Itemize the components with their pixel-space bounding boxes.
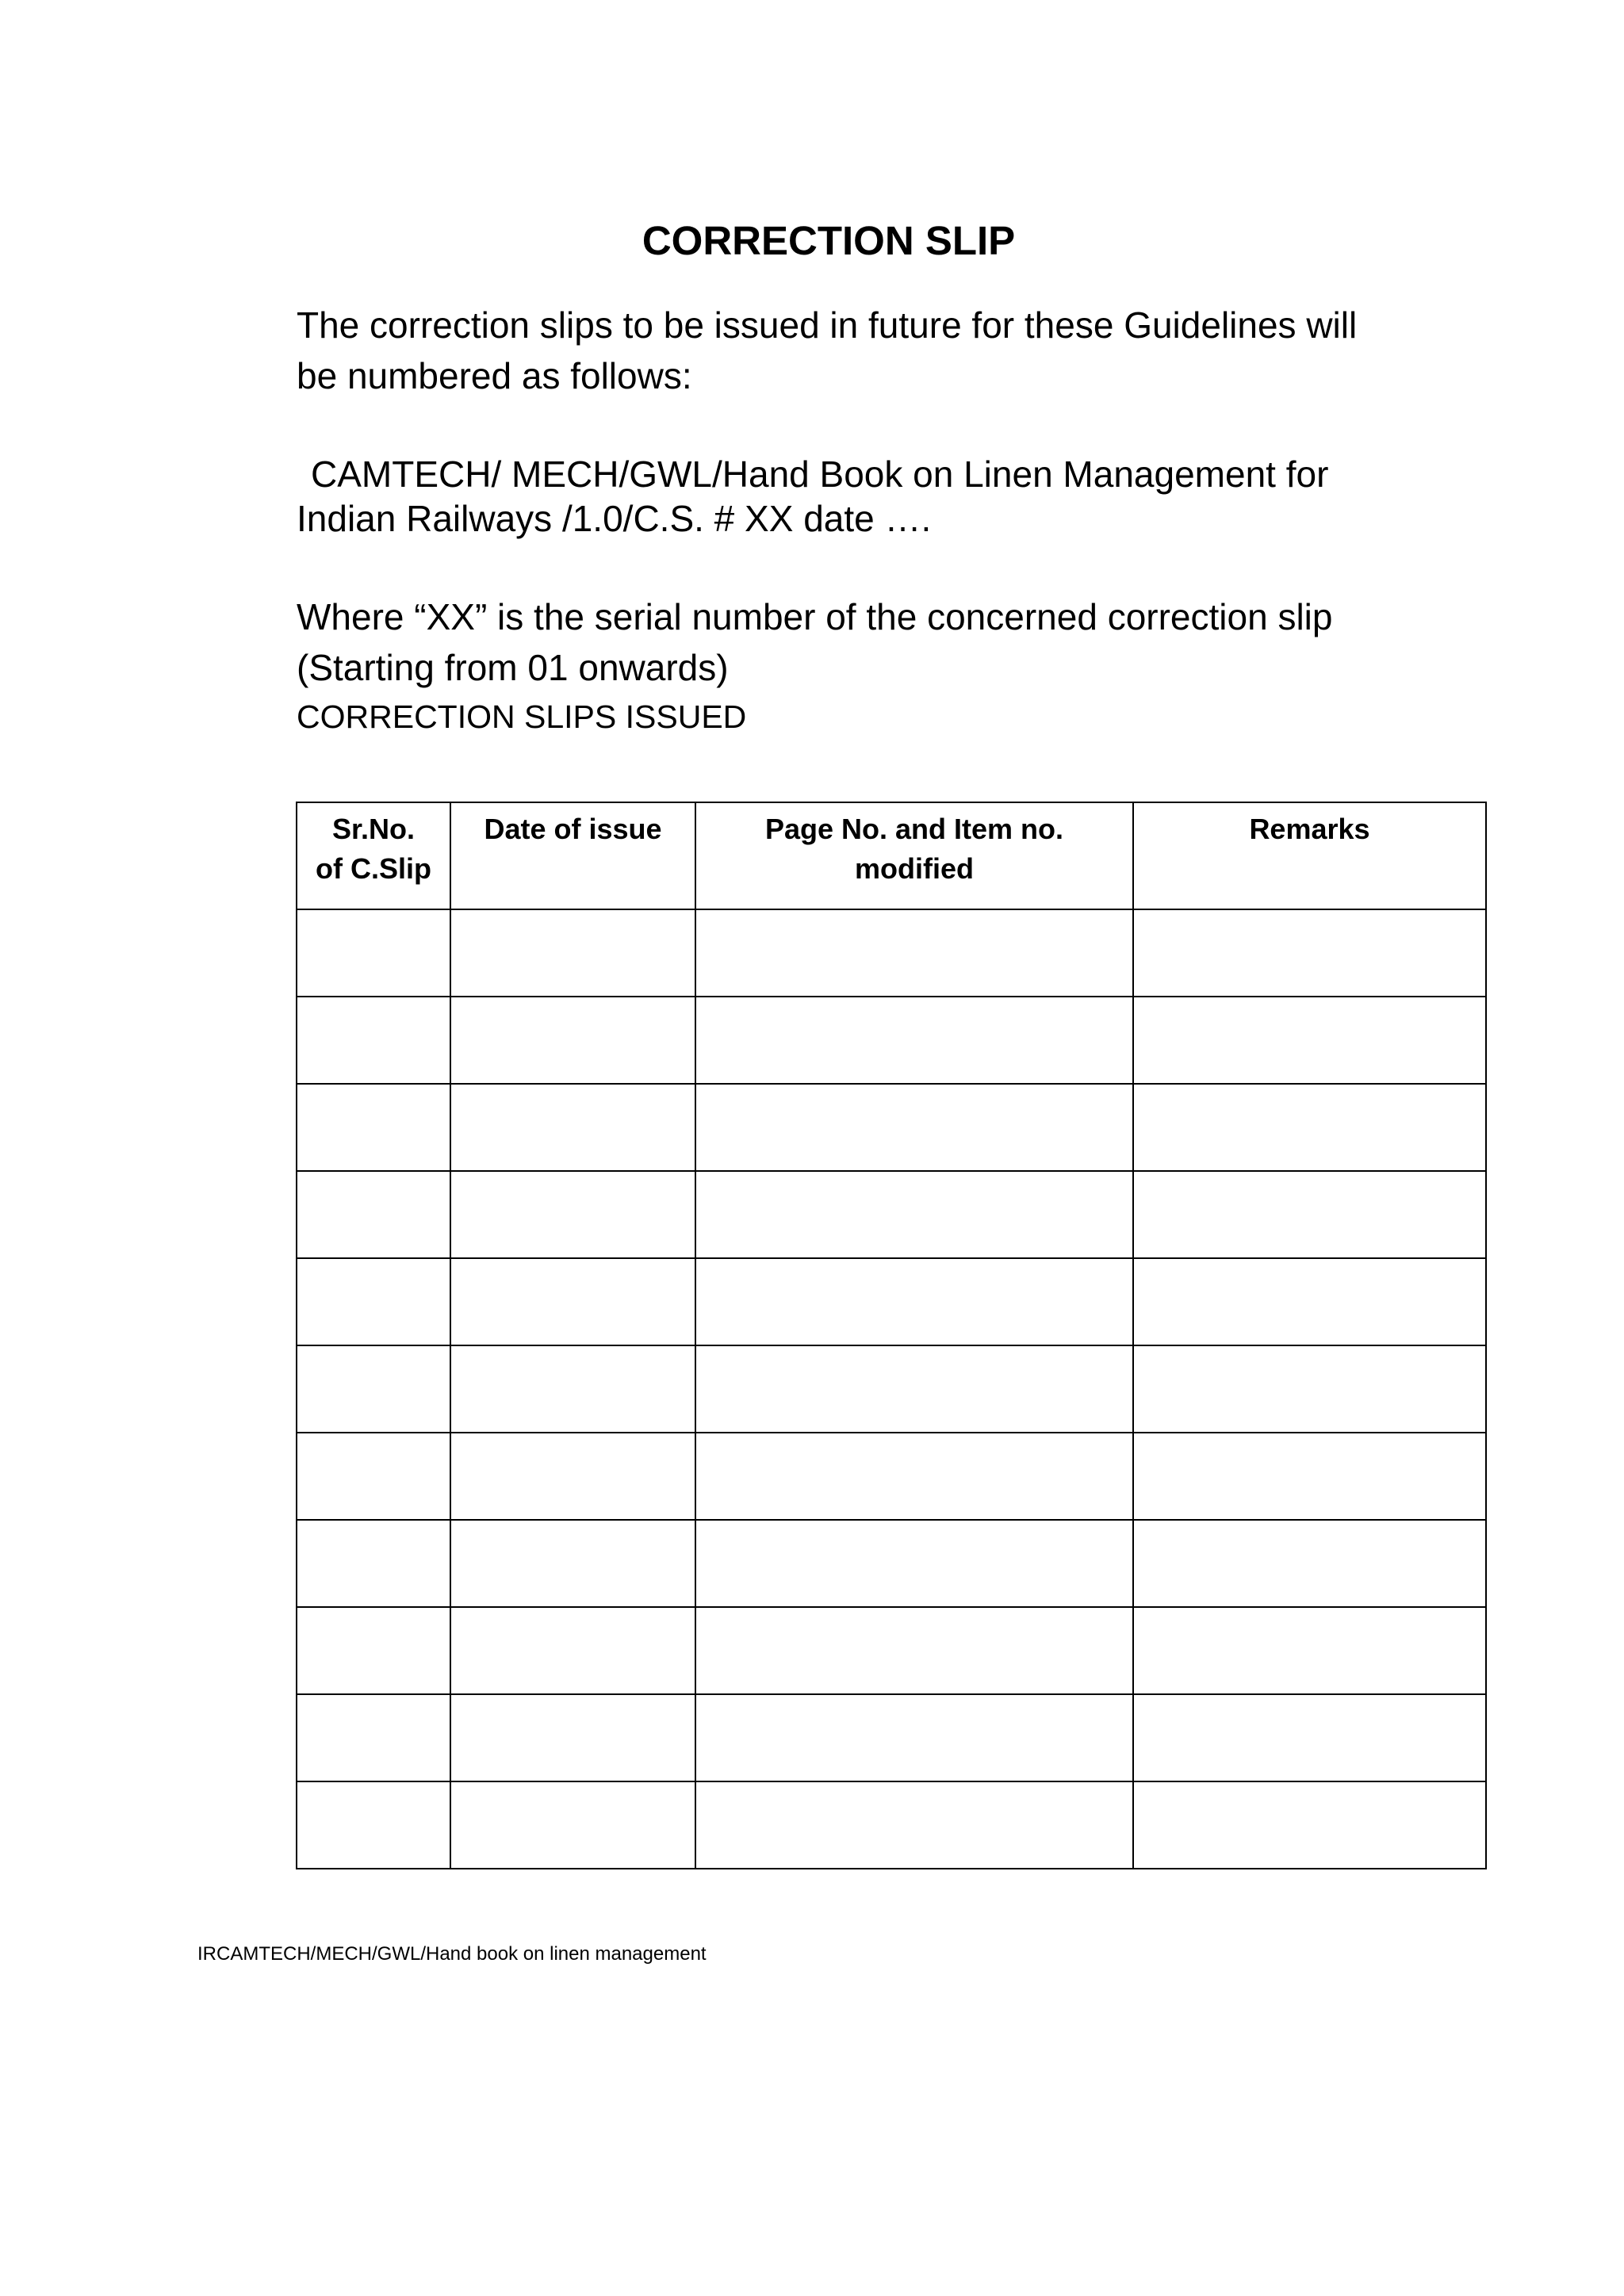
header-date-line-1: Date of issue bbox=[484, 813, 662, 845]
where-line-1: Where “XX” is the serial number of the concerned correction slip bbox=[297, 596, 1333, 637]
table-cell bbox=[1133, 1258, 1486, 1345]
table-cell bbox=[695, 909, 1133, 997]
table-cell bbox=[297, 1694, 450, 1781]
table-cell bbox=[695, 1171, 1133, 1258]
table-cell bbox=[297, 1258, 450, 1345]
table-cell bbox=[1133, 1781, 1486, 1869]
header-page-item bbox=[695, 802, 1133, 909]
correction-slips-table bbox=[296, 802, 1487, 1869]
table-cell bbox=[695, 997, 1133, 1084]
table-cell bbox=[695, 1607, 1133, 1694]
table-cell bbox=[297, 997, 450, 1084]
table-row bbox=[297, 1694, 1486, 1781]
table-cell bbox=[450, 1607, 695, 1694]
table-row bbox=[297, 1345, 1486, 1433]
table-cell bbox=[297, 1781, 450, 1869]
table-cell bbox=[450, 1433, 695, 1520]
header-sr-no bbox=[297, 802, 450, 909]
table-cell bbox=[695, 1345, 1133, 1433]
table-cell bbox=[297, 909, 450, 997]
number-format-paragraph bbox=[297, 452, 1534, 541]
table-cell bbox=[450, 1171, 695, 1258]
table-row bbox=[297, 1433, 1486, 1520]
page-title: CORRECTION SLIP bbox=[642, 218, 1016, 263]
table-cell bbox=[450, 1258, 695, 1345]
table-cell bbox=[450, 1781, 695, 1869]
header-remarks bbox=[1133, 802, 1486, 909]
table-cell bbox=[450, 1520, 695, 1607]
table-cell bbox=[695, 1433, 1133, 1520]
where-line-2: (Starting from 01 onwards) bbox=[297, 647, 729, 688]
table-cell bbox=[1133, 1084, 1486, 1171]
table-cell bbox=[1133, 1607, 1486, 1694]
table-cell bbox=[1133, 1433, 1486, 1520]
table-cell bbox=[695, 1520, 1133, 1607]
table-cell bbox=[297, 1171, 450, 1258]
header-sr-no-line-2: of C.Slip bbox=[316, 852, 431, 885]
header-date-of-issue bbox=[450, 802, 695, 909]
table-cell bbox=[695, 1694, 1133, 1781]
header-page-item-line-2: modified bbox=[855, 852, 974, 885]
number-format-line-1: CAMTECH/ MECH/GWL/Hand Book on Linen Management for bbox=[311, 453, 1329, 495]
table-row bbox=[297, 1607, 1486, 1694]
table-cell bbox=[450, 1694, 695, 1781]
intro-line-2: be numbered as follows: bbox=[297, 355, 692, 396]
where-paragraph bbox=[297, 591, 1534, 693]
intro-paragraph bbox=[297, 300, 1534, 401]
table-header-row bbox=[297, 802, 1486, 909]
table-cell bbox=[450, 1345, 695, 1433]
table-cell bbox=[1133, 909, 1486, 997]
table-row bbox=[297, 1084, 1486, 1171]
table-cell bbox=[1133, 1171, 1486, 1258]
table-row bbox=[297, 1520, 1486, 1607]
table-cell bbox=[695, 1084, 1133, 1171]
table-cell bbox=[1133, 1694, 1486, 1781]
table-cell bbox=[297, 1520, 450, 1607]
page-footer: IRCAMTECH/MECH/GWL/Hand book on linen management bbox=[197, 1943, 707, 1965]
table-cell bbox=[695, 1781, 1133, 1869]
table-cell bbox=[297, 1433, 450, 1520]
table-row bbox=[297, 1258, 1486, 1345]
header-remarks-line-1: Remarks bbox=[1249, 813, 1370, 845]
table-row bbox=[297, 909, 1486, 997]
table-cell bbox=[1133, 1345, 1486, 1433]
table-row bbox=[297, 1171, 1486, 1258]
table-body bbox=[297, 909, 1486, 1869]
issued-heading: CORRECTION SLIPS ISSUED bbox=[297, 698, 747, 735]
table-cell bbox=[1133, 1520, 1486, 1607]
header-page-item-line-1: Page No. and Item no. bbox=[764, 813, 1064, 845]
intro-line-1: The correction slips to be issued in future for these Guidelines will bbox=[297, 304, 1358, 346]
table-cell bbox=[297, 1084, 450, 1171]
header-sr-no-line-1: Sr.No. bbox=[331, 813, 416, 845]
table-cell bbox=[695, 1258, 1133, 1345]
number-format-line-2: Indian Railways /1.0/C.S. # XX date …. bbox=[297, 498, 932, 539]
table-cell bbox=[297, 1345, 450, 1433]
table-row bbox=[297, 1781, 1486, 1869]
table-row bbox=[297, 997, 1486, 1084]
table-cell bbox=[450, 909, 695, 997]
table-cell bbox=[297, 1607, 450, 1694]
table-cell bbox=[1133, 997, 1486, 1084]
table-cell bbox=[450, 997, 695, 1084]
table-cell bbox=[450, 1084, 695, 1171]
